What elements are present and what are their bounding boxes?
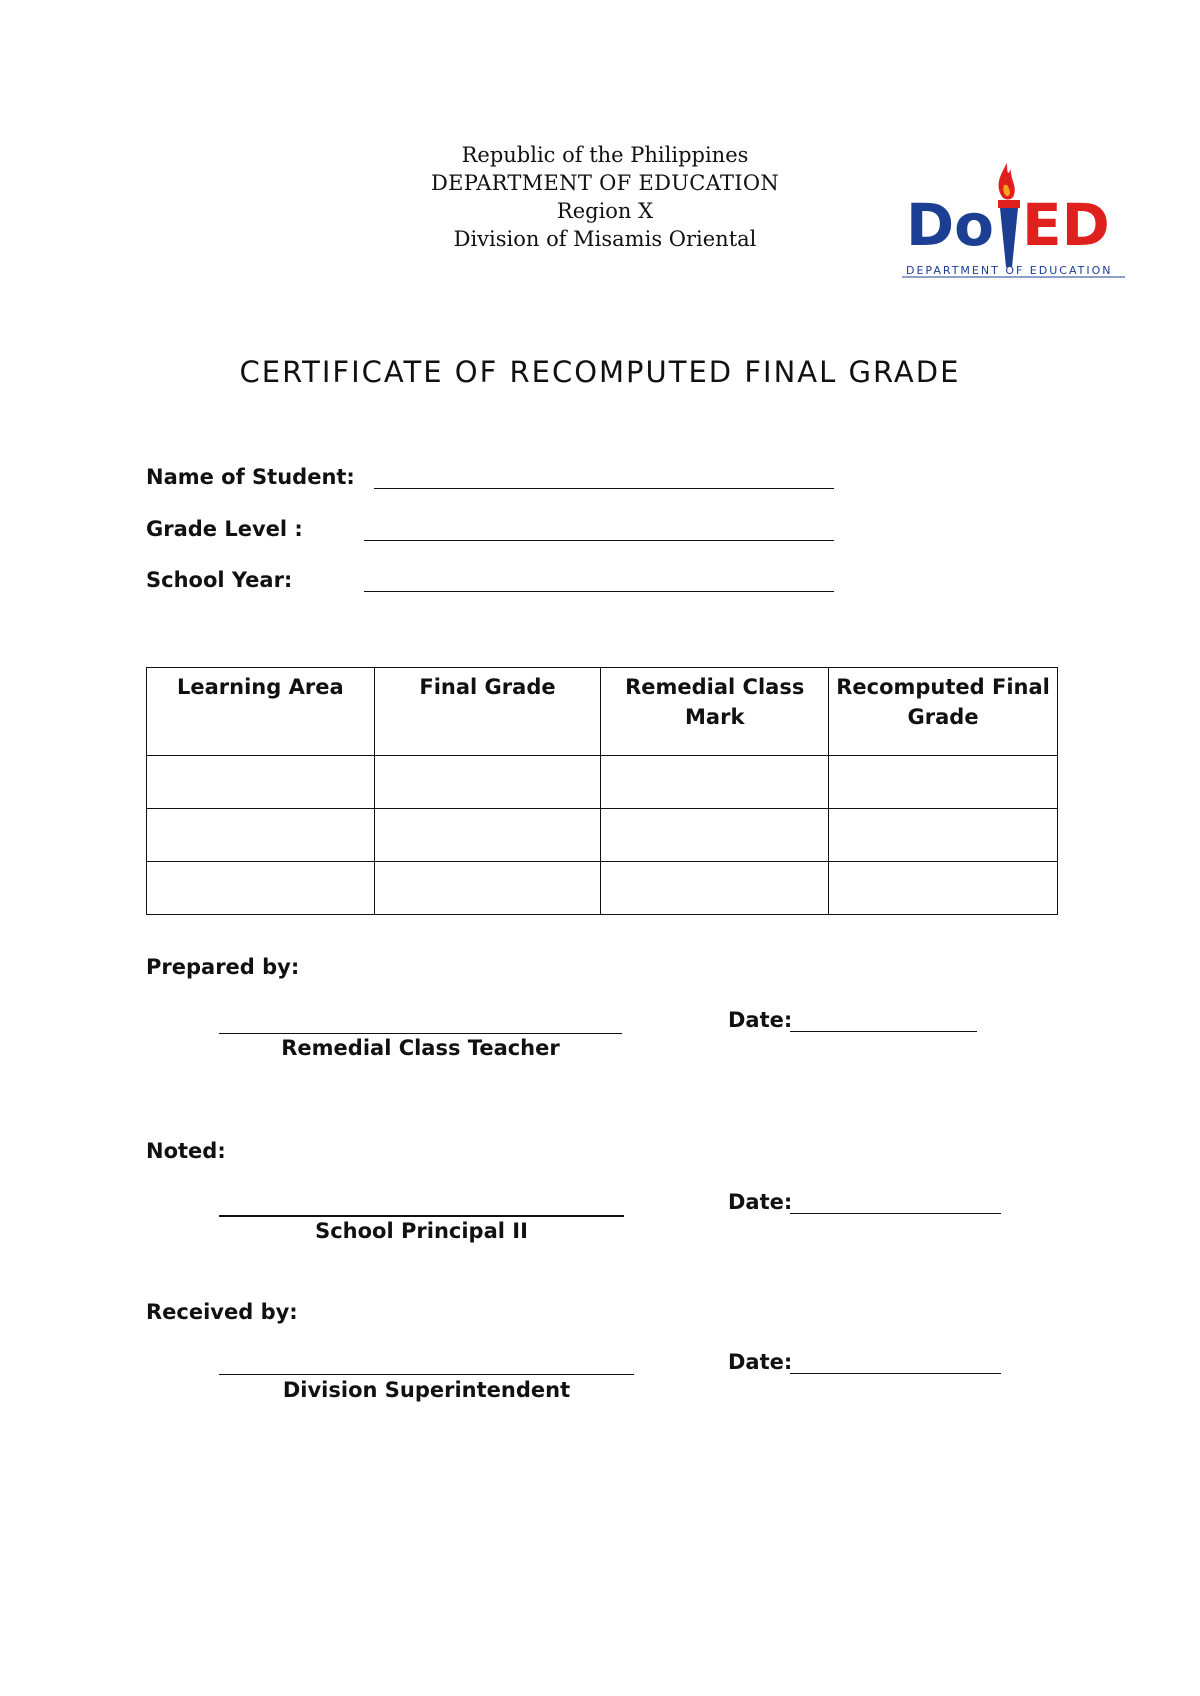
table-cell[interactable] <box>374 756 601 809</box>
region-line: Region X <box>556 199 654 223</box>
table-cell[interactable] <box>601 809 829 862</box>
received-date-label: Date: <box>728 1350 793 1374</box>
table-cell[interactable] <box>601 756 829 809</box>
table-cell[interactable] <box>829 862 1058 915</box>
table-cell[interactable] <box>829 756 1058 809</box>
department-line: DEPARTMENT OF EDUCATION <box>430 171 780 195</box>
grade-level-label: Grade Level : <box>146 517 303 541</box>
prepared-role: Remedial Class Teacher <box>281 1036 560 1060</box>
republic-line: Republic of the Philippines <box>461 143 749 167</box>
logo-text-ed: ED <box>1022 191 1110 259</box>
noted-label: Noted: <box>146 1139 226 1163</box>
header-final-grade: Final Grade <box>374 668 601 756</box>
logo-text-do: Do <box>906 191 994 259</box>
prepared-by-label: Prepared by: <box>146 955 300 979</box>
header-learning-area: Learning Area <box>147 668 375 756</box>
received-date-line[interactable] <box>790 1373 1001 1374</box>
table-cell[interactable] <box>374 809 601 862</box>
prepared-signature-line[interactable] <box>219 1033 622 1034</box>
noted-date-line[interactable] <box>790 1213 1001 1214</box>
received-role: Division Superintendent <box>282 1378 571 1402</box>
header-recomputed-final-grade: Recomputed Final Grade <box>829 668 1058 756</box>
table-row <box>147 756 1058 809</box>
noted-signature-line[interactable] <box>219 1215 624 1217</box>
table-cell[interactable] <box>601 862 829 915</box>
division-line: Division of Misamis Oriental <box>453 227 757 251</box>
table-cell[interactable] <box>147 756 375 809</box>
logo-subtitle: DEPARTMENT OF EDUCATION <box>906 264 1113 277</box>
table-header-row <box>147 668 1058 756</box>
table-cell[interactable] <box>829 809 1058 862</box>
school-year-label: School Year: <box>146 568 293 592</box>
received-signature-line[interactable] <box>219 1374 634 1375</box>
noted-date-label: Date: <box>728 1190 793 1214</box>
table-cell[interactable] <box>374 862 601 915</box>
table-row <box>147 809 1058 862</box>
deped-logo <box>900 155 1130 295</box>
document-title: CERTIFICATE OF RECOMPUTED FINAL GRADE <box>239 355 961 389</box>
prepared-date-label: Date: <box>728 1008 793 1032</box>
grades-table <box>146 667 1058 915</box>
noted-role: School Principal II <box>315 1219 528 1243</box>
prepared-date-line[interactable] <box>790 1031 977 1032</box>
table-cell[interactable] <box>147 809 375 862</box>
grade-level-line[interactable] <box>364 540 834 541</box>
school-year-line[interactable] <box>364 591 834 592</box>
received-by-label: Received by: <box>146 1300 298 1324</box>
letterhead <box>360 141 850 253</box>
student-name-line[interactable] <box>374 488 834 489</box>
table-cell[interactable] <box>147 862 375 915</box>
header-remedial-class-mark: Remedial Class Mark <box>601 668 829 756</box>
table-row <box>147 862 1058 915</box>
student-name-label: Name of Student: <box>146 465 355 489</box>
